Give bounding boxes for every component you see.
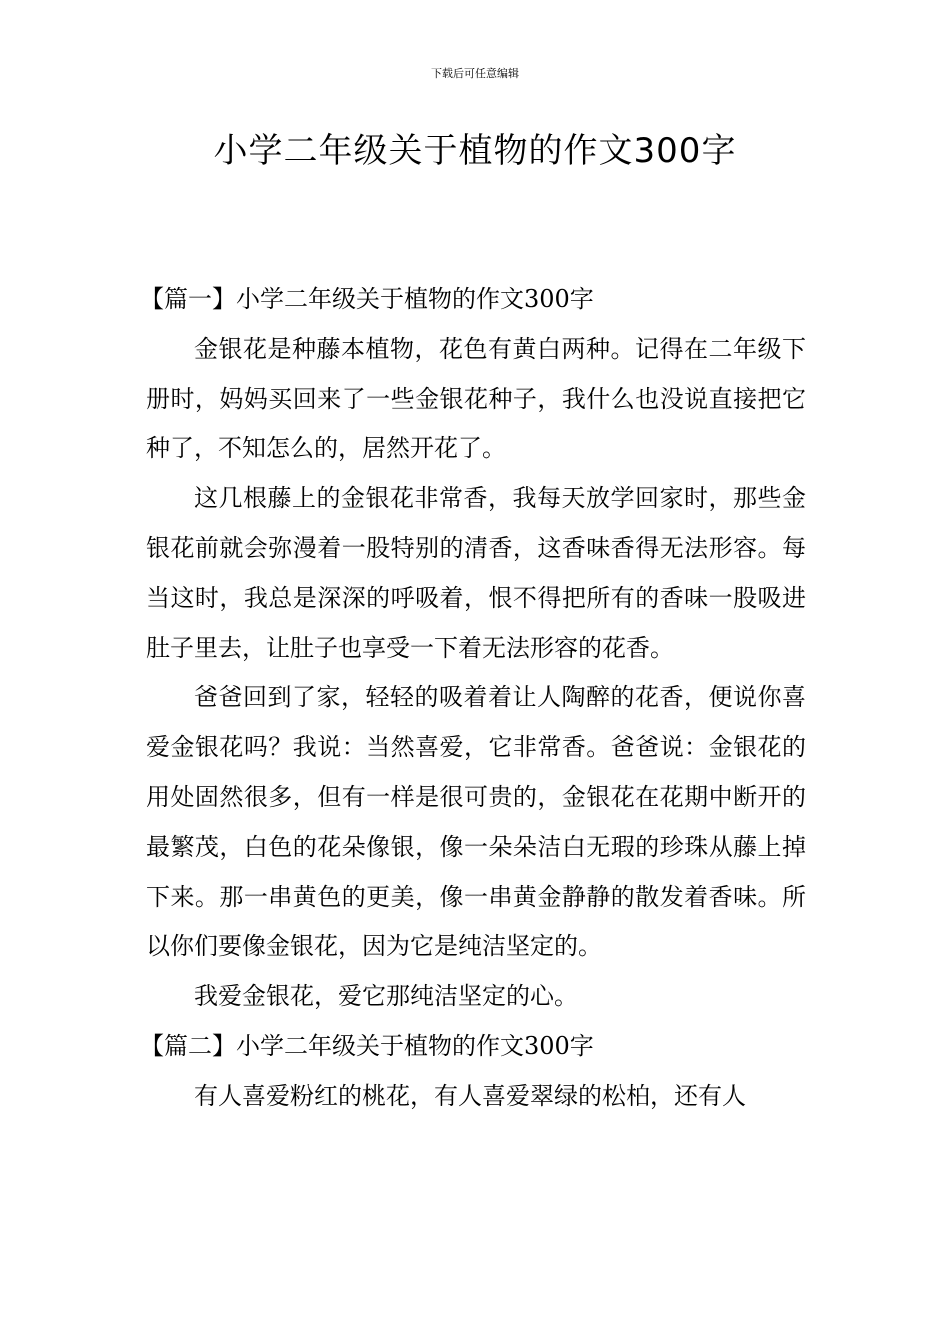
- section-heading-2: 【篇二】小学二年级关于植物的作文300字: [140, 1031, 594, 1060]
- document-body: [140, 275, 806, 1122]
- section-heading-1: 【篇一】小学二年级关于植物的作文300字: [140, 285, 594, 313]
- paragraph-3: 爸爸回到了家，轻轻的吸着着让人陶醉的花香，便说你喜爱金银花吗？我说：当然喜爱，它非常香。爸爸说：金银花的用处固然很多，但有一样是很可贵的，金银花在花期中断开的最繁茂，白色的花朵像银，像一朵朵洁白无瑕的珍珠从藤上掉下来。那一串黄色的更美，像一串黄金静静的散发着香味。所以你们要像金银花，因为它是纯洁坚定的。: [146, 683, 806, 961]
- paragraph-2: 这几根藤上的金银花非常香，我每天放学回家时，那些金银花前就会弥漫着一股特别的清香，这香味香得无法形容。每当这时，我总是深深的呼吸着，恨不得把所有的香味一股吸进肚子里去，让肚子也享受一下着无法形容的花香。: [146, 484, 806, 662]
- paragraph-1: 金银花是种藤本植物，花色有黄白两种。记得在二年级下册时，妈妈买回来了一些金银花种子，我什么也没说直接把它种了，不知怎么的，居然开花了。: [146, 334, 806, 463]
- paragraph-4: 我爱金银花，爱它那纯洁坚定的心。: [194, 982, 578, 1011]
- document-title: 小学二年级关于植物的作文300字: [213, 131, 737, 171]
- header-note: 下载后可任意编辑: [431, 67, 519, 80]
- paragraph-5: 有人喜爱粉红的桃花，有人喜爱翠绿的松柏，还有人: [194, 1081, 746, 1110]
